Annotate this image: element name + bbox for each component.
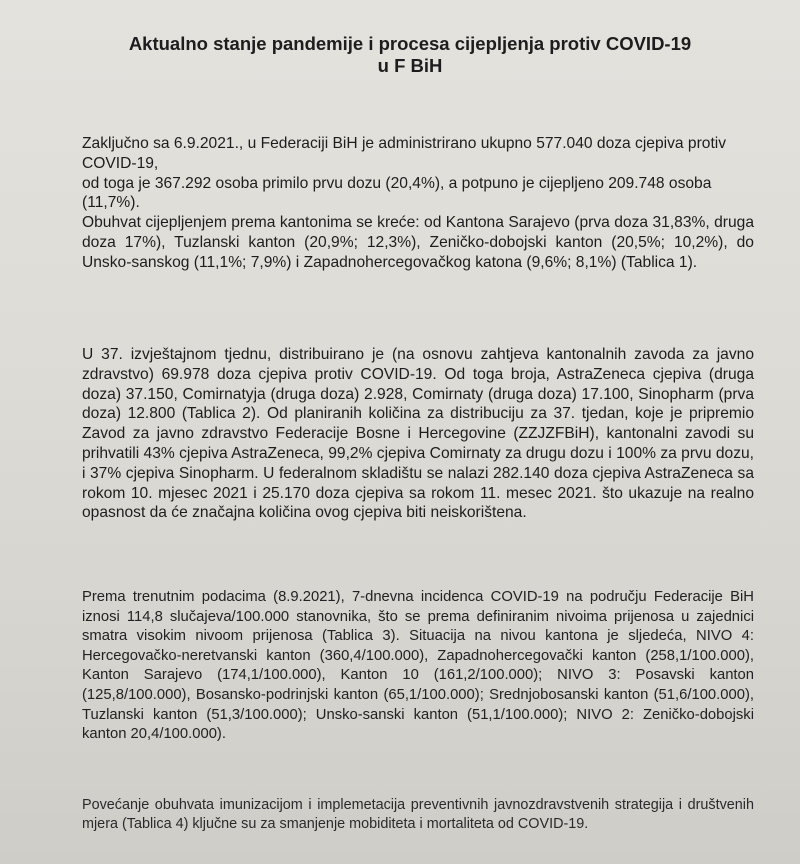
vaccination-summary-paragraph [82,134,754,273]
document-title-continued: u F BiH [377,55,443,76]
administered-doses-text: Zaključno sa 6.9.2021., u Federaciji BiH je administrirano ukupno 577.040 doza cjepiva protiv COVID-19, [82,135,727,172]
document-title: Aktualno stanje pandemije i procesa cijepljenja protiv COVID-19 [128,33,692,54]
conclusion-paragraph: Povećanje obuhvata imunizacijom i implemetacija preventivnih javnozdravstvenih strategija i društvenih mjera (Tablica 4) ključne su za smanjenje mobiditeta i mortaliteta od COVID-19. [82,797,754,833]
incidence-paragraph: Prema trenutnim podacima (8.9.2021), 7-dnevna incidencа COVID-19 na području Federacije BiH iznosi 114,8 slučajeva/100.000 stanovnika, što se prema definiranim nivoima prijenosa u zajednici smatra visokim nivoom prijenosa (Tablica 3). Situacija na nivou kantona je sljedeća, NIVO 4: Hercegovačko-neretvanski kanton (360,4/100.000), Zapadnohercegovački kanton (258,1/100.000), Kanton Sarajevo (174,1/100.000), Kanton 10 (161,2/100.000); NIVO 3: Posavski kanton (125,8/100.000), Bosansko-podrinjski kanton (65,1/100.000); Srednjobosanski kanton (51,6/100.000), Tuzlanski kanton (51,3/100.000); Unsko-sanski kanton (51,1/100.000); NIVO 2: Zeničko-dobojski kanton 20,4/100.000). [82,589,754,743]
distribution-paragraph: U 37. izvještajnom tjednu, distribuirano je (na osnovu zahtjeva kantonalnih zavoda za javno zdravstvo) 69.978 doza cjepiva protiv COVID-19. Od toga broja, AstraZeneca cjepiva (druga doza) 37.150, Comirnatyja (druga doza) 2.928, Comirnaty (druga doza) 17.100, Sinopharm (prva doza) 12.800 (Tablica 2). Od planiranih količina za distribuciju za 37. tjedan, koje je pripremio Zavod za javno zdravstvo Federacije Bosne i Hercegovine (ZZJZFBiH), kantonalni zavodi su prihvatili 43% cjepiva AstraZeneca, 99,2% cjepiva Comirnaty za drugu dozu i 100% za prvu dozu, i 37% cjepiva Sinopharm. U federalnom skladištu se nalazi 282.140 doza cjepiva AstraZeneca sa rokom 10. mjesec 2021 i 25.170 doza cjepiva sa rokom 11. mesec 2021. što ukazuje na realno opasnost da će značajna količina ovog cjepiva biti neiskorištena. [82,346,754,522]
first-dose-text: od toga je 367.292 osoba primilo prvu dozu (20,4%), a potpuno je cijepljeno 209.748 osoba (11,7%). [82,174,712,212]
canton-coverage-text: Obuhvat cijepljenjem prema kantonima se kreće: od Kantona Sarajevo (prva doza 31,83%, druga doza 17%), Tuzlanski kanton (20,9%; 12,3%), Zeničko-dobojski kanton (20,5%; 10,2%), do Unsko-sanskog (11,1%; 7,9%) i Zapadnohercegovačkog katona (9,6%; 8,1%) (Tablica 1). [82,214,754,271]
